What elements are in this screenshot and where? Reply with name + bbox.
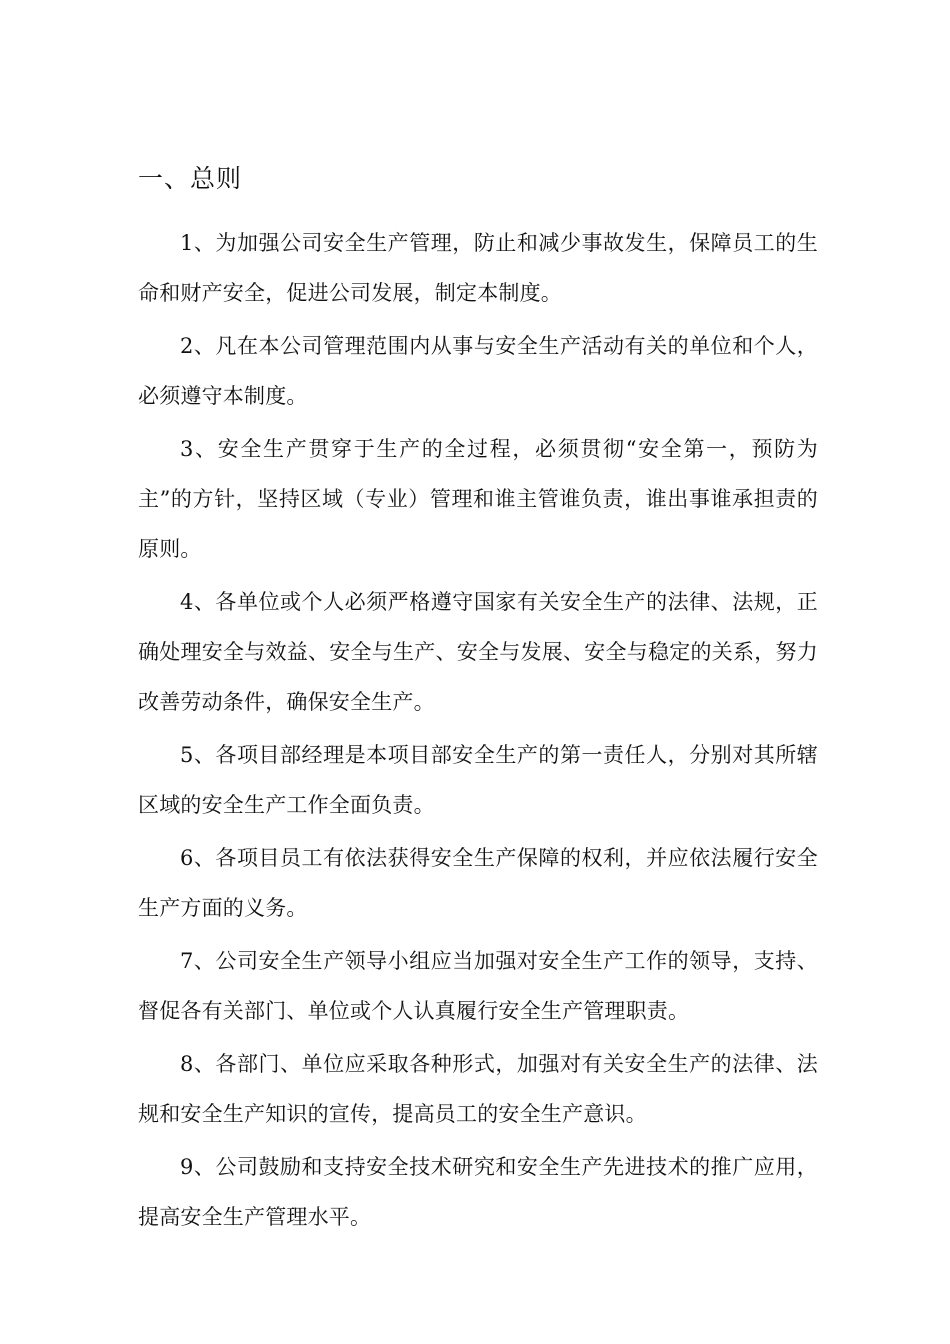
- paragraph-1: 1、为加强公司安全生产管理，防止和减少事故发生，保障员工的生命和财产安全，促进公司发展，制定本制度。: [138, 231, 818, 305]
- paragraph-2: 2、凡在本公司管理范围内从事与安全生产活动有关的单位和个人，必须遵守本制度。: [138, 334, 818, 408]
- paragraph-3: 3、安全生产贯穿于生产的全过程，必须贯彻“安全第一，预防为主”的方针，坚持区域（专业）管理和谁主管谁负责，谁出事谁承担责的原则。: [138, 437, 818, 561]
- document-body: [138, 160, 818, 1245]
- paragraph-7: 7、公司安全生产领导小组应当加强对安全生产工作的领导，支持、督促各有关部门、单位或个人认真履行安全生产管理职责。: [138, 949, 818, 1023]
- paragraph-5: 5、各项目部经理是本项目部安全生产的第一责任人，分别对其所辖区域的安全生产工作全面负责。: [138, 743, 818, 817]
- paragraph-6: 6、各项目员工有依法获得安全生产保障的权利，并应依法履行安全生产方面的义务。: [138, 846, 818, 920]
- paragraph-4: 4、各单位或个人必须严格遵守国家有关安全生产的法律、法规，正确处理安全与效益、安全与生产、安全与发展、安全与稳定的关系，努力改善劳动条件，确保安全生产。: [138, 590, 818, 714]
- paragraph-8: 8、各部门、单位应采取各种形式，加强对有关安全生产的法律、法规和安全生产知识的宣传，提高员工的安全生产意识。: [138, 1052, 818, 1126]
- paragraph-9: 9、公司鼓励和支持安全技术研究和安全生产先进技术的推广应用，提高安全生产管理水平。: [138, 1155, 818, 1229]
- section-title: 一、总则: [138, 164, 243, 193]
